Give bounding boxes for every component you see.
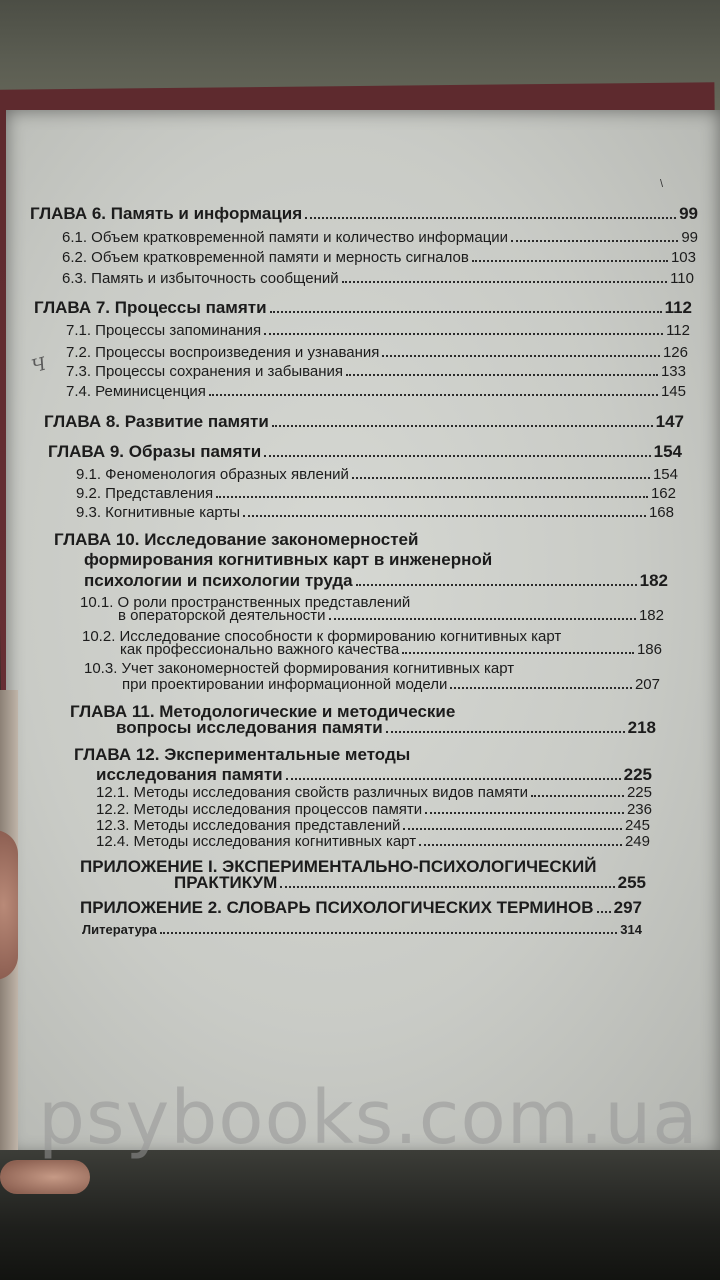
leader-dots — [243, 507, 646, 517]
toc-page: 103 — [670, 249, 696, 266]
leader-dots — [382, 347, 660, 357]
toc-page: 133 — [660, 363, 686, 380]
toc-page: 255 — [617, 873, 646, 892]
page-tick-mark: \ — [660, 178, 664, 190]
leader-dots — [342, 273, 667, 283]
toc-chapter-11 — [116, 718, 656, 738]
toc-title: в операторской деятельности — [118, 607, 326, 624]
leader-dots — [531, 787, 624, 797]
toc-section-7-1 — [66, 322, 690, 339]
leader-dots — [425, 804, 624, 814]
leader-dots — [419, 836, 622, 846]
toc-page: 154 — [653, 442, 682, 461]
toc-title: 6.2. Объем кратковременной памяти и мерность сигналов — [62, 249, 469, 266]
toc-section-12-3 — [96, 817, 650, 834]
toc-title: 9.1. Феноменология образных явлений — [76, 466, 349, 483]
toc-section-9-1 — [76, 466, 678, 483]
toc-title: вопросы исследования памяти — [116, 718, 383, 737]
toc-appendix-1-line1: ПРИЛОЖЕНИЕ I. ЭКСПЕРИМЕНТАЛЬНО-ПСИХОЛОГИЧЕСКИЙ — [80, 857, 597, 876]
toc-page: 207 — [634, 676, 660, 693]
toc-section-6-3 — [62, 270, 694, 287]
toc-page: 218 — [627, 718, 656, 737]
toc-section-7-3 — [66, 363, 686, 380]
toc-section-12-1 — [96, 784, 652, 801]
toc-title: 12.2. Методы исследования процессов памяти — [96, 801, 423, 818]
leader-dots — [403, 820, 622, 830]
toc-page: 154 — [652, 466, 678, 483]
toc-section-10-3-line1: 10.3. Учет закономерностей формирования когнитивных карт — [84, 660, 515, 677]
leader-dots — [264, 325, 663, 335]
leader-dots — [264, 446, 650, 457]
toc-page: 99 — [681, 229, 698, 246]
toc-page: 112 — [664, 298, 692, 317]
toc-title: 9.2. Представления — [76, 485, 214, 502]
toc-title: 7.2. Процессы воспроизведения и узнавания — [66, 344, 380, 361]
toc-title: ГЛАВА 6. Память и информация — [30, 204, 303, 223]
toc-title: 12.4. Методы исследования когнитивных карт — [96, 833, 417, 850]
toc-chapter-10 — [84, 571, 668, 591]
toc-page: 168 — [648, 504, 674, 521]
leader-dots — [286, 769, 621, 780]
toc-page: 162 — [650, 485, 676, 502]
toc-page: 182 — [638, 607, 664, 624]
watermark: psybooks.com.ua — [38, 1075, 699, 1161]
leader-dots — [450, 679, 632, 689]
toc-section-10-2-line1: 10.2. Исследование способности к формированию когнитивных карт — [82, 628, 562, 645]
toc-section-12-2 — [96, 801, 652, 818]
toc-chapter-9 — [48, 442, 682, 462]
toc-title: 7.4. Реминисценция — [66, 383, 206, 400]
toc-title: ПРАКТИКУМ — [174, 873, 278, 892]
toc-chapter-10-line2: формирования когнитивных карт в инженерной — [84, 550, 493, 569]
toc-section-7-2 — [66, 344, 688, 361]
toc-title: 7.3. Процессы сохранения и забывания — [66, 363, 344, 380]
toc-section-6-2 — [62, 249, 696, 266]
toc-section-10-1 — [118, 607, 664, 624]
toc-title: 12.3. Методы исследования представлений — [96, 817, 401, 834]
toc-title: 6.3. Память и избыточность сообщений — [62, 270, 339, 287]
toc-section-7-4 — [66, 383, 686, 400]
toc-page: 225 — [626, 784, 652, 801]
toc-title: Литература — [82, 922, 157, 937]
toc-page: 225 — [623, 765, 652, 784]
toc-section-9-3 — [76, 504, 674, 521]
toc-literature — [82, 922, 642, 937]
leader-dots — [160, 925, 617, 934]
leader-dots — [216, 488, 648, 498]
toc-appendix-2 — [80, 898, 642, 918]
toc-title: исследования памяти — [96, 765, 283, 784]
toc-page: 126 — [662, 344, 688, 361]
toc-title: 6.1. Объем кратковременной памяти и количество информации — [62, 229, 509, 246]
toc-page: 236 — [626, 801, 652, 818]
leader-dots — [209, 386, 658, 396]
toc-page: 147 — [655, 412, 684, 431]
toc-page: 182 — [639, 571, 668, 590]
toc-chapter-7 — [34, 298, 692, 318]
toc-page: 186 — [636, 641, 662, 658]
leader-dots — [356, 575, 637, 586]
leader-dots — [402, 644, 634, 654]
toc-chapter-8 — [44, 412, 684, 432]
leader-dots — [272, 416, 653, 427]
toc-page: 245 — [624, 817, 650, 834]
toc-appendix-1 — [174, 873, 646, 893]
toc-title: при проектировании информационной модели — [122, 676, 448, 693]
toc-section-10-2 — [120, 641, 662, 658]
toc-page: 110 — [670, 270, 694, 287]
toc-title: психологии и психологии труда — [84, 571, 353, 590]
leader-dots — [329, 610, 636, 620]
toc-title: 12.1. Методы исследования свойств различных видов памяти — [96, 784, 528, 801]
toc-section-10-3 — [122, 676, 660, 693]
toc-section-12-4 — [96, 833, 650, 850]
toc-chapter-11-line1: ГЛАВА 11. Методологические и методические — [70, 702, 456, 721]
toc-section-10-1-line1: 10.1. О роли пространственных представлений — [80, 594, 411, 611]
toc-title: ГЛАВА 9. Образы памяти — [48, 442, 262, 461]
leader-dots — [305, 208, 676, 219]
leader-dots — [352, 469, 650, 479]
toc-title: как профессионально важного качества — [120, 641, 400, 658]
toc-page: 249 — [624, 833, 650, 850]
leader-dots — [472, 252, 668, 262]
toc-page: 297 — [613, 898, 642, 917]
toc-title: ПРИЛОЖЕНИЕ 2. СЛОВАРЬ ПСИХОЛОГИЧЕСКИХ ТЕРМИНОВ — [80, 898, 594, 917]
toc-title: ГЛАВА 8. Развитие памяти — [44, 412, 269, 431]
leader-dots — [270, 302, 662, 313]
toc-page: 99 — [679, 204, 698, 223]
toc-page: 145 — [660, 383, 686, 400]
toc-title: 9.3. Когнитивные карты — [76, 504, 241, 521]
leader-dots — [597, 902, 611, 913]
leader-dots — [346, 366, 658, 376]
toc-page: 314 — [620, 922, 642, 937]
leader-dots — [511, 232, 678, 242]
toc-title: ГЛАВА 7. Процессы памяти — [34, 298, 267, 317]
toc-title: 7.1. Процессы запоминания — [66, 322, 262, 339]
toc-page: 112 — [666, 322, 690, 339]
toc-chapter-10-line1: ГЛАВА 10. Исследование закономерностей — [54, 530, 419, 549]
leader-dots — [386, 722, 625, 733]
toc-section-6-1 — [62, 229, 698, 246]
toc-chapter-12-line1: ГЛАВА 12. Экспериментальные методы — [74, 745, 411, 764]
margin-handwritten-mark: Ч — [29, 353, 49, 378]
leader-dots — [280, 877, 614, 888]
toc-chapter-12 — [96, 765, 652, 785]
toc-chapter-6 — [30, 204, 698, 224]
toc-section-9-2 — [76, 485, 676, 502]
